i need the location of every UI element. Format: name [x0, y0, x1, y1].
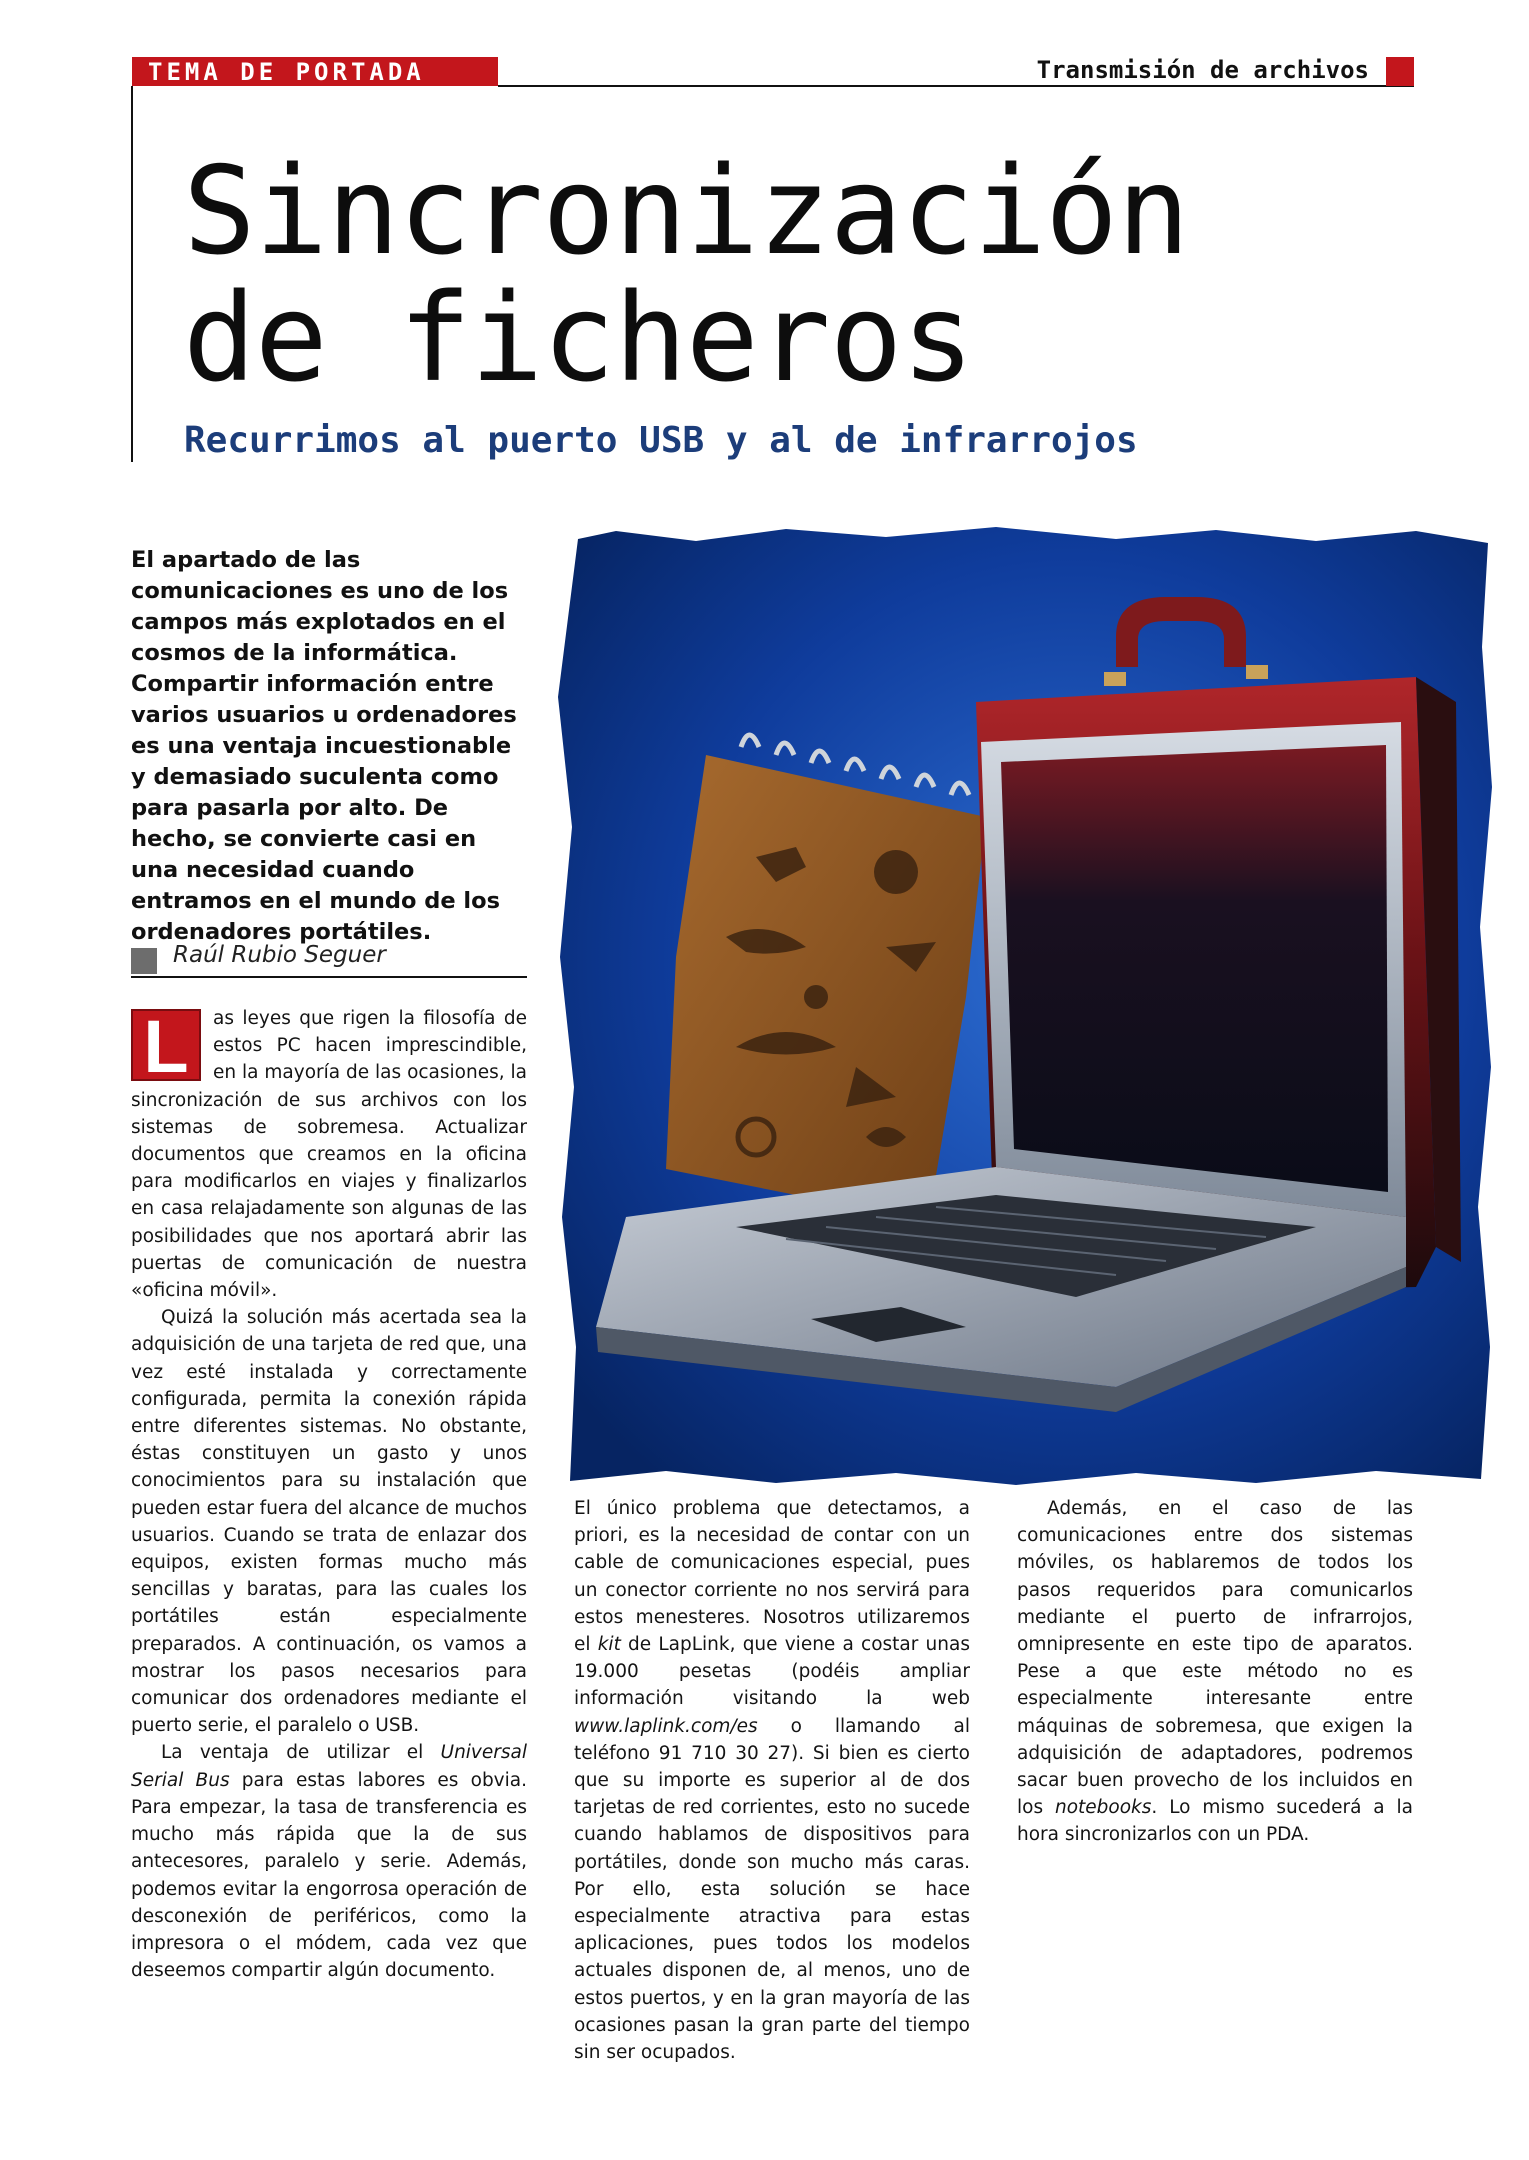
- paragraph-4-text-a: El único problema que detectamos, a priori, es la necesidad de contar con un cable de comunicaciones especial, pues un conector corriente no nos servirá para estos menesteres. Nosotros utilizaremos el: [574, 1498, 970, 1656]
- byline-rule: [131, 976, 527, 978]
- topic-marker: [1386, 57, 1414, 86]
- paragraph-4-text-b: de LapLink, que viene a costar unas 19.000 pesetas (podéis ampliar información visitando la web: [574, 1634, 970, 1710]
- paragraph-3-emphasis: Universal Serial Bus: [131, 1742, 527, 1791]
- body-column-2: [574, 1495, 970, 2066]
- paragraph-5-text-a: Además, en el caso de las comunicaciones entre dos sistemas móviles, os hablaremos de todos los pasos requeridos para comunicarlos mediante el puerto de infrarrojos, omnipresente en este tipo de aparatos. Pese a que este método no es especialmente interesante entre máquinas de sobremesa, que exigen la adquisición de adaptadores, podremos sacar buen provecho de los incluidos en los: [1017, 1498, 1413, 1819]
- laplink-url: www.laplink.com/es: [574, 1715, 758, 1737]
- topic-label: Transmisión de archivos: [1036, 56, 1369, 84]
- drop-cap: L: [131, 1009, 201, 1081]
- article-title: [183, 141, 1189, 409]
- article-subtitle: Recurrimos al puerto USB y al de infrarrojos: [184, 420, 1138, 461]
- paragraph-1: [131, 1005, 527, 1304]
- section-tag: TEMA DE PORTADA: [132, 57, 498, 86]
- body-column-3: [1017, 1495, 1413, 1849]
- paragraph-3-text-a: La ventaja de utilizar el: [161, 1742, 441, 1764]
- title-line-2: de ficheros: [183, 268, 974, 409]
- byline-marker: [131, 948, 157, 974]
- laptop-briefcase-photo: [556, 527, 1495, 1487]
- paragraph-4: [574, 1495, 970, 2066]
- title-line-1: Sincronización: [183, 141, 1189, 282]
- lead-paragraph: El apartado de las comunicaciones es uno de los campos más explotados en el cosmos de la informática. Compartir información entre varios usuarios u ordenadores es una ventaja incuestionable y demasiado suculenta como para pasarla por alto. De hecho, se convierte casi en una necesidad cuando entramos en el mundo de los ordenadores portátiles.: [131, 547, 517, 945]
- kit-emphasis: kit: [597, 1634, 621, 1656]
- author-byline: Raúl Rubio Seguer: [173, 942, 386, 968]
- paragraph-5-text-b: . Lo mismo sucederá a la hora sincronizarlos con un PDA.: [1017, 1797, 1413, 1846]
- paragraph-5: [1017, 1495, 1413, 1849]
- body-column-1: [131, 1005, 527, 1984]
- notebooks-emphasis: notebooks: [1055, 1797, 1152, 1819]
- paragraph-2: Quizá la solución más acertada sea la adquisición de una tarjeta de red que, una vez esté instalada y correctamente configurada, permita la conexión rápida entre diferentes sistemas. No obstante, éstas constituyen un gasto y unos conocimientos para su instalación que pueden estar fuera del alcance de muchos usuarios. Cuando se trata de enlazar dos equipos, existen formas mucho más sencillas y baratas, para las cuales los portátiles están especialmente preparados. A continuación, os vamos a mostrar los pasos necesarios para comunicar dos ordenadores mediante el puerto serie, el paralelo o USB.: [131, 1307, 528, 1737]
- paragraph-1-text: as leyes que rigen la filosofía de estos PC hacen imprescindible, en la mayoría de las ocasiones, la sincronización de sus archivos con los sistemas de sobremesa. Actualizar documentos que creamos en la oficina para modificarlos en viajes y finalizarlos en casa relajadamente son algunas de las posibilidades que nos aportará abrir las puertas de comunicación de nuestra «oficina móvil».: [131, 1008, 527, 1302]
- paragraph-3-text-b: para estas labores es obvia. Para empezar, la tasa de transferencia es mucho más rápida que la de sus antecesores, paralelo y serie. Además, podemos evitar la engorrosa operación de desconexión de periféricos, como la impresora o el módem, cada vez que deseemos compartir algún documento.: [131, 1769, 527, 1982]
- paragraph-4-text-c: o llamando al teléfono 91 710 30 27). Si bien es cierto que su importe es superior al de dos tarjetas de red corrientes, esto no sucede cuando hablamos de dispositivos para portátiles, donde son mucho más caras. Por ello, esta solución se hace especialmente atractiva para estas aplicaciones, pues todos los modelos actuales disponen de, al menos, uno de estos puertos, y en la gran mayoría de las ocasiones pasan la gran parte del tiempo sin ser ocupados.: [574, 1715, 970, 2064]
- left-rule: [131, 86, 133, 462]
- paragraph-3: [131, 1739, 527, 1984]
